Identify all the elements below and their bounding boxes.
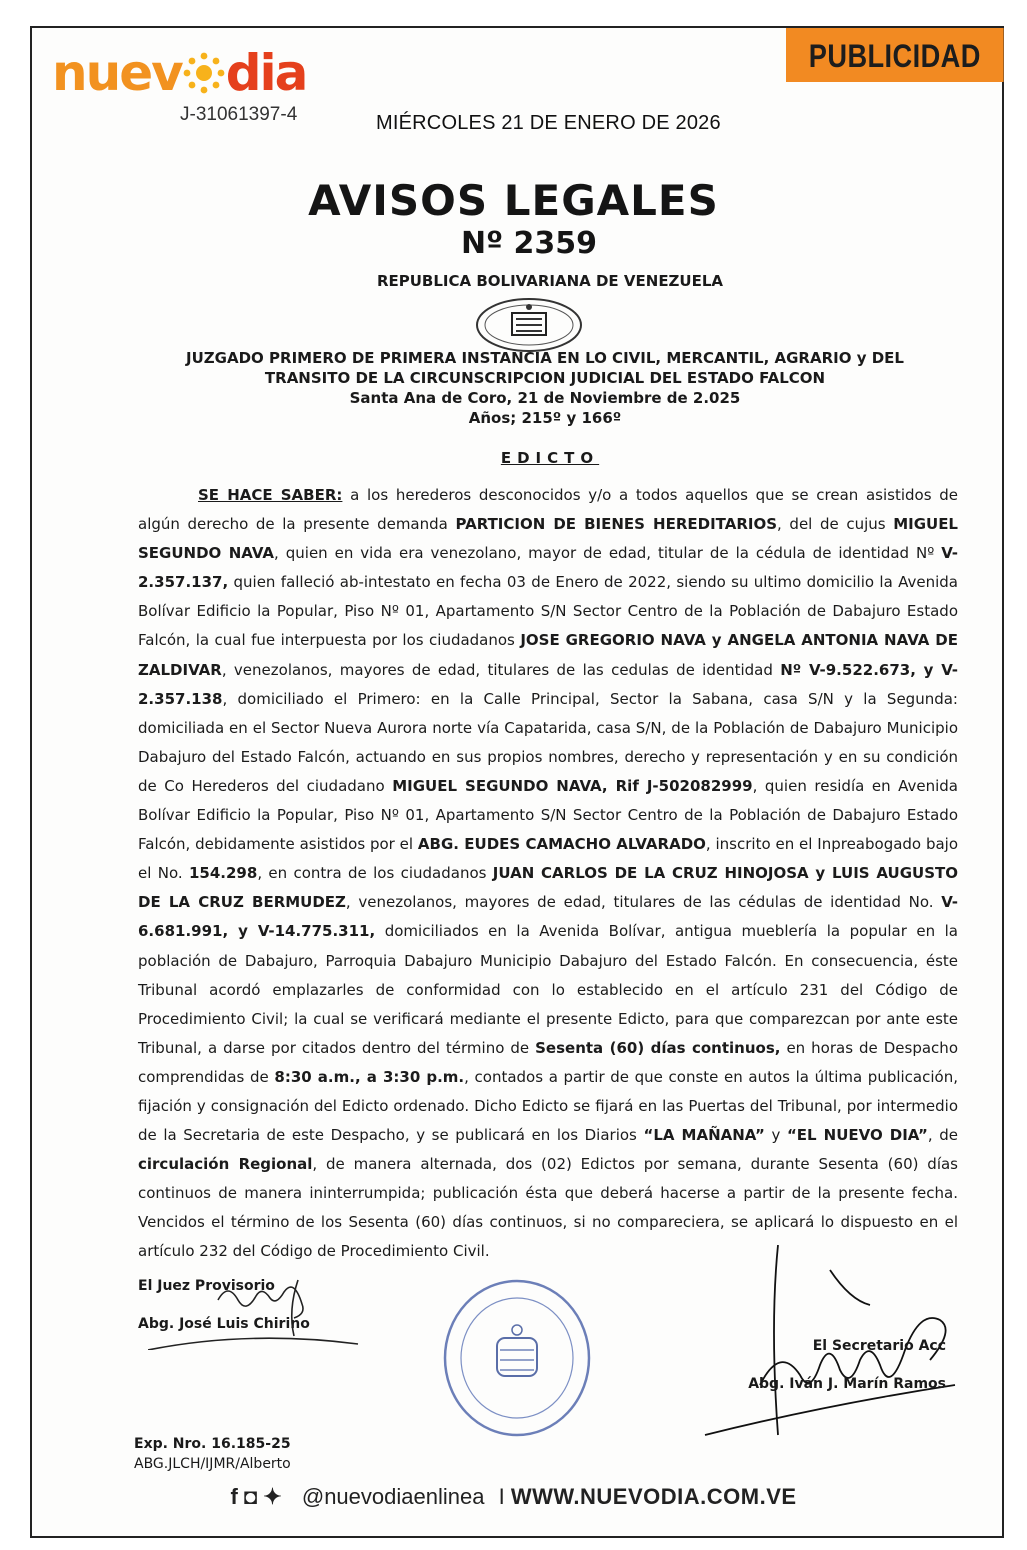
edicto-heading: EDICTO: [500, 449, 600, 467]
body-text: , domiciliado el Primero: en la Calle Principal, Sector la Sabana, casa S/N y la Segunda: domiciliada en el Sector Nueva Aurora norte vía Capatarida, casa S/N, de la Población de Dabajuro Municipio Dabajuro del Estado Falcón, actuando en sus propios nombres, derecho y representación y en su condición de Co Herederos del ciudadano: [138, 689, 958, 795]
body-text: y: [764, 1126, 787, 1145]
court-emblem-icon: [474, 297, 584, 353]
footer-separator: I: [498, 1484, 505, 1509]
body-bold: 154.298: [188, 864, 258, 883]
body-text: , de: [927, 1126, 959, 1145]
body-text: quien falleció ab-intestato en fecha 03 de Enero de 2022, siendo su ultimo domicilio la Avenida Bolívar Edificio la Popular, Piso Nº 01, Apartamento S/N Sector Centro de la Población de Dabajuro Estado Falcón, la cual fue interpuesta por los ciudadanos: [138, 573, 958, 650]
body-text: , en contra de los ciudadanos: [257, 864, 493, 883]
rif-number: J-31061397-4: [180, 104, 298, 125]
body-text: , de manera alternada, dos (02) Edictos por semana, durante Sesenta (60) días continuos de manera ininterrumpida; publicación ésta que deberá hacerse a partir de la presente fecha. Vencidos el término de los Sesenta (60) días continuos, si no compareciera, se aplicará lo dispuesto en el artículo 232 del Código de Procedimiento Civil.: [138, 1155, 958, 1261]
years-line: Años; 215º y 166º: [468, 409, 622, 427]
body-text: en horas de Despacho comprendidas de: [138, 1038, 958, 1086]
publicidad-badge: PUBLICIDAD: [786, 28, 1004, 82]
body-bold: PARTICION DE BIENES HEREDITARIOS: [455, 515, 778, 534]
body-text: , venezolanos, mayores de edad, titulares de las cedulas de identidad: [221, 660, 781, 679]
logo-text-dia: dia: [225, 44, 307, 102]
body-text: , contados a partir de que conste en autos la última publicación, fijación y consignación del Edicto ordenado. Dicho Edicto se fijará en las Puertas del Tribunal, por intermedio de la Secretaria de este Despacho, y se publicará en los Diarios: [138, 1067, 958, 1145]
body-text: , quien residía en Avenida Bolívar Edificio la Popular, Piso Nº 01, Apartamento S/N Sector Centro de la Población de Dabajuro Estado Falcón, debidamente asistidos por el: [138, 776, 958, 854]
edict-body: [138, 481, 958, 1267]
expedient-number: Exp. Nro. 16.185-25: [134, 1436, 291, 1452]
body-text: , inscrito en el Inpreabogado bajo el No.: [138, 835, 958, 883]
body-bold: JUAN CARLOS DE LA CRUZ HINOJOSA y LUIS AUGUSTO DE LA CRUZ BERMUDEZ: [138, 864, 958, 912]
place-date: Santa Ana de Coro, 21 de Noviembre de 2.025: [349, 389, 741, 407]
secretary-role: El Secretario Acc: [812, 1338, 946, 1354]
notice-number: Nº 2359: [461, 226, 597, 261]
body-bold: circulación Regional: [138, 1155, 313, 1174]
body-text: domiciliados en la Avenida Bolívar, antigua mueblería la popular en la población de Dabajuro, Parroquia Dabajuro Municipio Dabajuro del Estado Falcón. En consecuencia, éste Tribunal acordó emplazarles de conformidad con lo establecido en el artículo 231 del Código de Procedimiento Civil; la cual se verificará mediante el presente Edicto, para que comparezcan por ante este Tribunal, a darse por citados dentro del término de: [138, 922, 958, 1057]
body-bold: JOSE GREGORIO NAVA y ANGELA ANTONIA NAVA DE ZALDIVAR: [138, 631, 958, 679]
sun-icon: [183, 52, 225, 94]
body-bold: “LA MAÑANA”: [643, 1126, 765, 1145]
republic-heading: REPUBLICA BOLIVARIANA DE VENEZUELA: [376, 272, 724, 290]
secretary-name: Abg. Iván J. Marín Ramos: [748, 1376, 946, 1392]
page-title: AVISOS LEGALES: [308, 176, 719, 225]
body-bold: 8:30 a.m., a 3:30 p.m.: [274, 1067, 465, 1086]
body-bold: MIGUEL SEGUNDO NAVA: [138, 515, 958, 563]
court-line-2: TRANSITO DE LA CIRCUNSCRIPCION JUDICIAL DEL ESTADO FALCON: [264, 369, 826, 387]
expedient-initials: ABG.JLCH/IJMR/Alberto: [134, 1456, 291, 1472]
judge-role: El Juez Provisorio: [138, 1278, 275, 1294]
publication-date: MIÉRCOLES 21 DE ENERO DE 2026: [376, 112, 721, 134]
court-seal-icon: [442, 1278, 592, 1438]
secretary-signature-block: [730, 1327, 946, 1403]
court-heading: [150, 348, 940, 428]
judge-name: Abg. José Luis Chirino: [138, 1316, 310, 1332]
logo-text-nuev: nuev: [52, 44, 182, 102]
body-bold: ABG. EUDES CAMACHO ALVARADO: [417, 835, 706, 854]
body-text: , del de cujus: [777, 515, 894, 534]
body-text: a los herederos desconocidos y/o a todos aquellos que se crean asistidos de algún derecho de la presente demanda: [138, 486, 958, 534]
footer: [0, 1484, 1027, 1510]
judge-signature-scribble: [148, 1270, 368, 1350]
body-bold: V-2.357.137,: [138, 544, 958, 592]
body-bold: Nº V-9.522.673, y V-2.357.138: [138, 660, 958, 708]
body-bold: V-6.681.991, y V-14.775.311,: [138, 893, 958, 941]
lead-text: SE HACE SABER:: [198, 486, 343, 504]
social-handle[interactable]: @nuevodiaenlinea: [301, 1484, 485, 1509]
body-bold: Sesenta (60) días continuos,: [535, 1038, 781, 1057]
body-bold: MIGUEL SEGUNDO NAVA, Rif J-502082999: [392, 776, 753, 795]
body-bold: “EL NUEVO DIA”: [786, 1126, 928, 1145]
court-line-1: JUZGADO PRIMERO DE PRIMERA INSTANCIA EN LO CIVIL, MERCANTIL, AGRARIO y DEL: [186, 349, 904, 367]
nuevodia-logo: [52, 44, 307, 102]
website-link[interactable]: WWW.NUEVODIA.COM.VE: [510, 1484, 797, 1509]
body-text: , venezolanos, mayores de edad, titulares de las cédulas de identidad No.: [345, 893, 942, 912]
social-icons: f ◘ ✦: [230, 1484, 282, 1509]
body-text: , quien en vida era venezolano, mayor de edad, titular de la cédula de identidad Nº: [274, 544, 942, 563]
expedient-reference: [134, 1434, 291, 1474]
